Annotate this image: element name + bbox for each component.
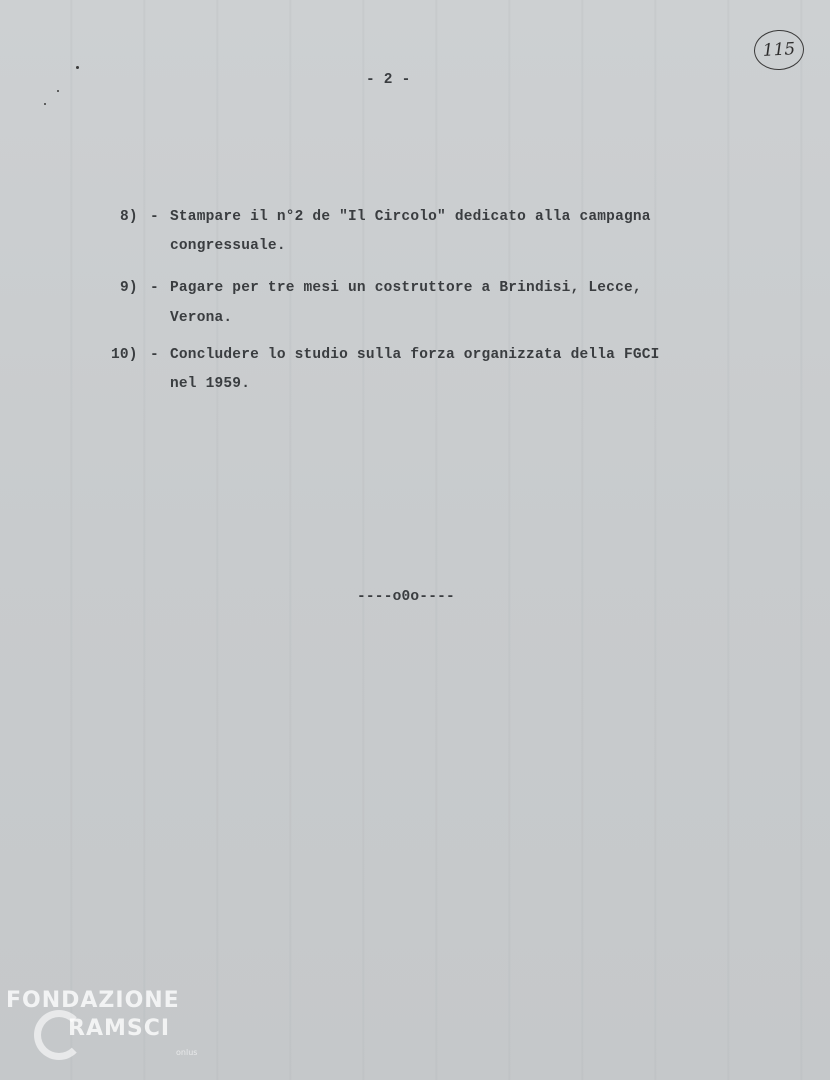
watermark-suffix: onlus xyxy=(176,1048,198,1057)
item-dash: - xyxy=(150,280,159,296)
item-dash: - xyxy=(150,347,159,363)
archive-number-stamp: 115 xyxy=(753,29,805,72)
item-text-line: Verona. xyxy=(170,310,233,326)
item-number: 8) xyxy=(120,209,138,225)
watermark-line1: FONDAZIONE xyxy=(6,988,180,1013)
item-number: 9) xyxy=(120,280,138,296)
item-text-line: Stampare il n°2 de "Il Circolo" dedicato alla campagna xyxy=(170,209,651,225)
fondazione-gramsci-watermark xyxy=(6,988,206,1074)
page-number: - 2 - xyxy=(366,72,411,88)
watermark-line2: RAMSCI xyxy=(68,1016,171,1041)
item-text-line: Pagare per tre mesi un costruttore a Brindisi, Lecce, xyxy=(170,280,642,296)
item-text-line: congressuale. xyxy=(170,238,286,254)
item-text-line: nel 1959. xyxy=(170,376,251,392)
item-number: 10) xyxy=(111,347,138,363)
paper-speck xyxy=(76,66,79,69)
paper-speck xyxy=(44,103,46,105)
closing-mark: ----o0o---- xyxy=(357,589,455,605)
item-dash: - xyxy=(150,209,159,225)
item-text-line: Concludere lo studio sulla forza organizzata della FGCI xyxy=(170,347,660,363)
paper-speck xyxy=(57,90,59,92)
